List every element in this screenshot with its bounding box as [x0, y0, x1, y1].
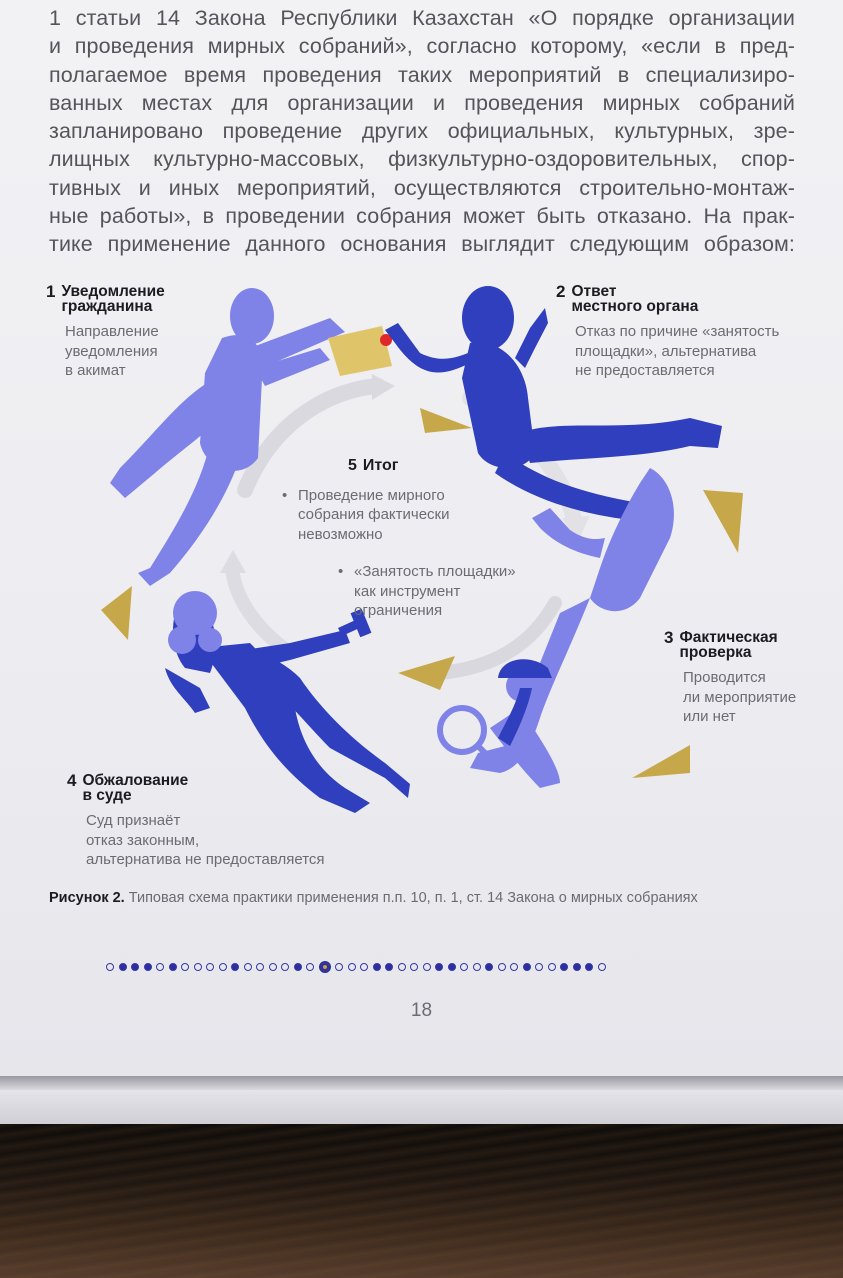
body-text-line: и проведения мирных собраний», согласно которому, «если в пред-: [49, 34, 795, 59]
pagination-dot[interactable]: [385, 963, 393, 971]
step-number: 3: [664, 628, 674, 647]
pagination-dot[interactable]: [206, 963, 214, 971]
pagination-dot[interactable]: [498, 963, 506, 971]
body-paragraph: [49, 4, 795, 259]
step-number: 1: [46, 282, 56, 301]
body-text-line: тике применение данного основания выглядит следующим образом:: [49, 232, 795, 257]
pagination-dot[interactable]: [106, 963, 114, 971]
step-title: Обжалование: [82, 772, 189, 789]
step-court-appeal: [67, 773, 357, 870]
pagination-dot[interactable]: [294, 963, 302, 971]
body-text-line: ванных местах для организации и проведения мирных собраний: [49, 90, 795, 115]
pagination-dot[interactable]: [373, 963, 381, 971]
body-text-line: лищных культурно-массовых, физкультурно-оздоровительных, спор-: [49, 147, 795, 172]
body-text-line: запланировано проведение других официальных, культурных, зре-: [49, 119, 795, 144]
result-bullet-line: собрания фактически: [298, 506, 450, 523]
pagination-dot[interactable]: [523, 963, 531, 971]
page-number: 18: [410, 1000, 433, 1021]
pagination-dot[interactable]: [473, 963, 481, 971]
desk-surface: [0, 1124, 843, 1278]
pagination-dot[interactable]: [131, 963, 139, 971]
pagination-dot[interactable]: [423, 963, 431, 971]
figure-caption: [49, 890, 698, 906]
pagination-dot[interactable]: [348, 963, 356, 971]
body-text-line: полагаемое время проведения таких мероприятий в специализиро-: [49, 62, 795, 87]
step-title: гражданина: [61, 298, 153, 315]
step-notification: [46, 284, 216, 381]
step-description: отказ законным,: [86, 831, 200, 849]
step-description: площадки», альтернатива: [575, 342, 757, 360]
step-actual-check: [664, 630, 814, 727]
step-number: 4: [67, 771, 77, 790]
pagination-dot[interactable]: [510, 963, 518, 971]
pagination-dot[interactable]: [269, 963, 277, 971]
step-description: ли мероприятие: [683, 688, 797, 706]
pagination-dot[interactable]: [181, 963, 189, 971]
pagination-dot[interactable]: [231, 963, 239, 971]
screen-frame: [0, 1090, 843, 1124]
step-title: проверка: [679, 644, 752, 661]
pagination-dot[interactable]: [169, 963, 177, 971]
step-description: Проводится: [683, 669, 766, 686]
pagination-dot-current[interactable]: [319, 961, 331, 973]
result-bullet-line: ограничения: [354, 602, 443, 619]
step-local-response: [556, 284, 816, 381]
result-bullet: [280, 486, 540, 545]
pagination-dot[interactable]: [281, 963, 289, 971]
pagination-dot[interactable]: [535, 963, 543, 971]
step-number: 2: [556, 282, 566, 301]
pagination-dot[interactable]: [560, 963, 568, 971]
step-title: местного органа: [571, 298, 699, 315]
pagination-dot[interactable]: [335, 963, 343, 971]
caption-label: Рисунок 2.: [49, 890, 125, 906]
pagination-dot[interactable]: [194, 963, 202, 971]
pagination-dot[interactable]: [244, 963, 252, 971]
caption-text: Типовая схема практики применения п.п. 10, п. 1, ст. 14 Закона о мирных собраниях: [124, 890, 698, 906]
magnifier-icon: [440, 708, 498, 766]
pagination-dot[interactable]: [256, 963, 264, 971]
step-result: [280, 456, 540, 639]
step-description: не предоставляется: [575, 362, 715, 379]
pagination-dot[interactable]: [410, 963, 418, 971]
step-description: в акимат: [65, 362, 126, 379]
step-description: Суд признаёт: [86, 812, 181, 829]
step-description: или нет: [683, 708, 736, 725]
step-description: Направление: [65, 323, 159, 340]
pagination-dot[interactable]: [548, 963, 556, 971]
pagination-dot[interactable]: [119, 963, 127, 971]
result-bullet-line: • Проведение мирного: [298, 486, 445, 504]
pagination-dot[interactable]: [435, 963, 443, 971]
step-description: альтернатива не предоставляется: [86, 851, 325, 868]
pagination-dot[interactable]: [306, 963, 314, 971]
step-description: Отказ по причине «занятость: [575, 323, 780, 340]
pagination-dot[interactable]: [219, 963, 227, 971]
step-title: Итог: [362, 457, 399, 474]
result-bullet: [336, 562, 540, 621]
result-bullet-line: как инструмент: [354, 582, 461, 600]
body-text-line: 1 статьи 14 Закона Республики Казахстан «О порядке организации: [49, 6, 795, 30]
pagination-dot[interactable]: [144, 963, 152, 971]
step-description: уведомления: [65, 342, 158, 360]
practice-diagram: [0, 268, 843, 878]
step-number: 5: [348, 457, 357, 474]
pagination-dot[interactable]: [360, 963, 368, 971]
judge-wig-icon: [168, 591, 222, 654]
step-title: в суде: [82, 787, 132, 804]
page-pagination: [106, 961, 606, 973]
result-bullet-line: невозможно: [298, 525, 383, 543]
pagination-dot[interactable]: [485, 963, 493, 971]
screen-bezel: [0, 1076, 843, 1090]
step-title: Ответ: [571, 283, 617, 300]
pagination-dot[interactable]: [448, 963, 456, 971]
pagination-dot[interactable]: [460, 963, 468, 971]
result-bullet-line: • «Занятость площадки»: [354, 563, 516, 580]
pagination-dot[interactable]: [156, 963, 164, 971]
pagination-dot[interactable]: [585, 963, 593, 971]
body-text-line: ные работы», в проведении собрания может быть отказано. На прак-: [49, 204, 795, 229]
pagination-dot[interactable]: [573, 963, 581, 971]
body-text-line: тивных и иных мероприятий, осуществляются строительно-монтаж-: [49, 175, 795, 200]
step-title: Уведомление: [61, 283, 165, 300]
pagination-dot[interactable]: [398, 963, 406, 971]
pagination-dot[interactable]: [598, 963, 606, 971]
step-title: Фактическая: [679, 629, 778, 646]
